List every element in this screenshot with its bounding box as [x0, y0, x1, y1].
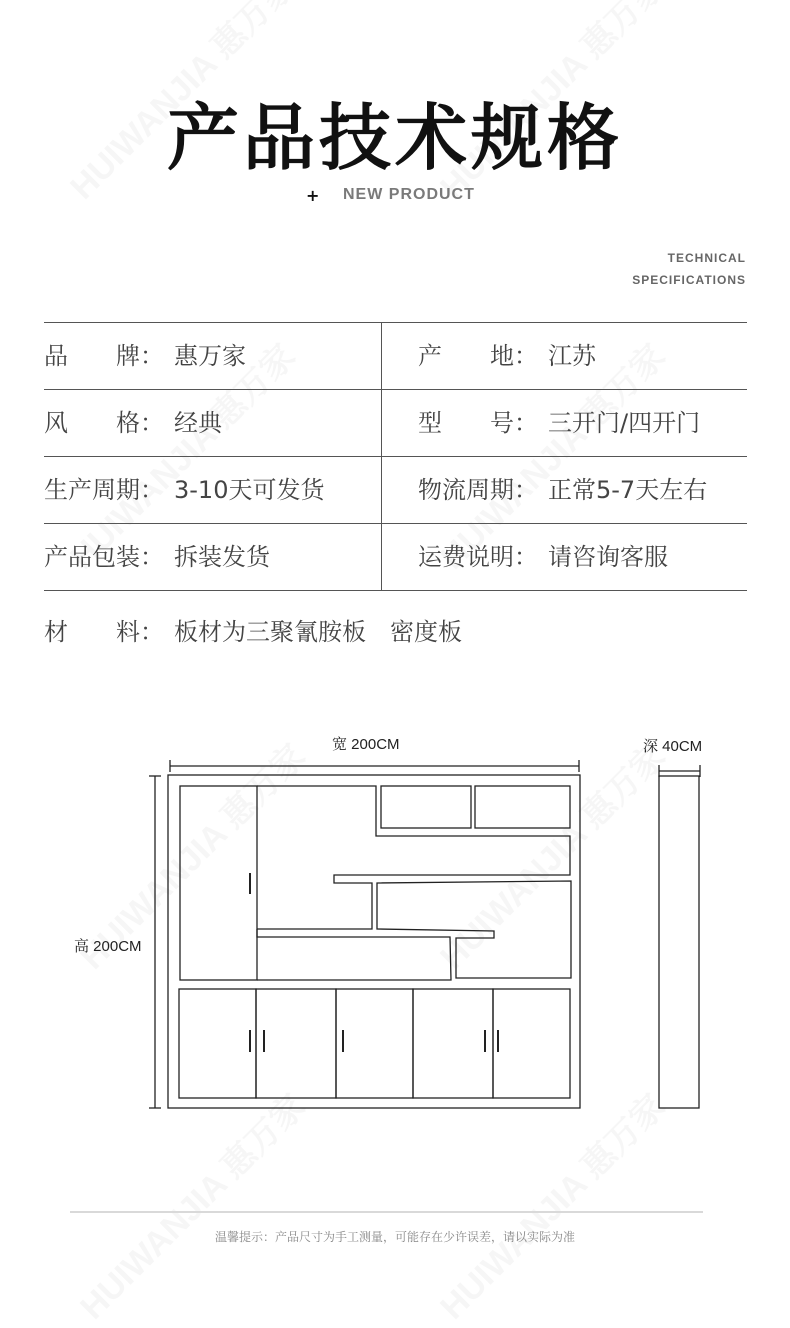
- spec-value: 经典: [174, 409, 222, 437]
- spec-value: 拆装发货: [174, 543, 270, 571]
- height-label: 高 200CM: [74, 938, 142, 955]
- spec-value: 请咨询客服: [548, 543, 668, 571]
- spec-label: 生产周期：: [44, 476, 164, 504]
- spec-value: 三开门/四开门: [548, 409, 701, 437]
- spec-value: 正常5-7天左右: [548, 476, 708, 504]
- plus-icon: +: [306, 186, 320, 205]
- spec-label: 产品包装：: [44, 543, 164, 571]
- spec-value: 惠万家: [174, 342, 246, 370]
- spec-label: 物流周期：: [418, 476, 538, 504]
- footer-divider: [70, 1211, 703, 1213]
- spec-value: 江苏: [548, 342, 596, 370]
- spec-label: 风 格：: [44, 409, 164, 437]
- spec-value: 3-10天可发货: [174, 476, 325, 504]
- depth-label: 深 40CM: [643, 738, 703, 755]
- spec-value: 板材为三聚氰胺板 密度板: [174, 618, 462, 646]
- subtitle: NEW PRODUCT: [343, 186, 475, 203]
- spec-label: 产 地：: [418, 342, 538, 370]
- page-title: 产品技术规格: [166, 96, 623, 180]
- spec-label: 品 牌：: [44, 342, 164, 370]
- tech-label-line1: TECHNICAL: [667, 251, 746, 265]
- spec-label: 运费说明：: [418, 543, 538, 571]
- spec-label: 型 号：: [418, 409, 538, 437]
- spec-label: 材 料：: [44, 618, 164, 646]
- footer-note: 温馨提示：产品尺寸为手工测量，可能存在少许误差，请以实际为准: [214, 1230, 575, 1244]
- tech-label-line2: SPECIFICATIONS: [632, 273, 746, 287]
- width-label: 宽 200CM: [332, 736, 400, 753]
